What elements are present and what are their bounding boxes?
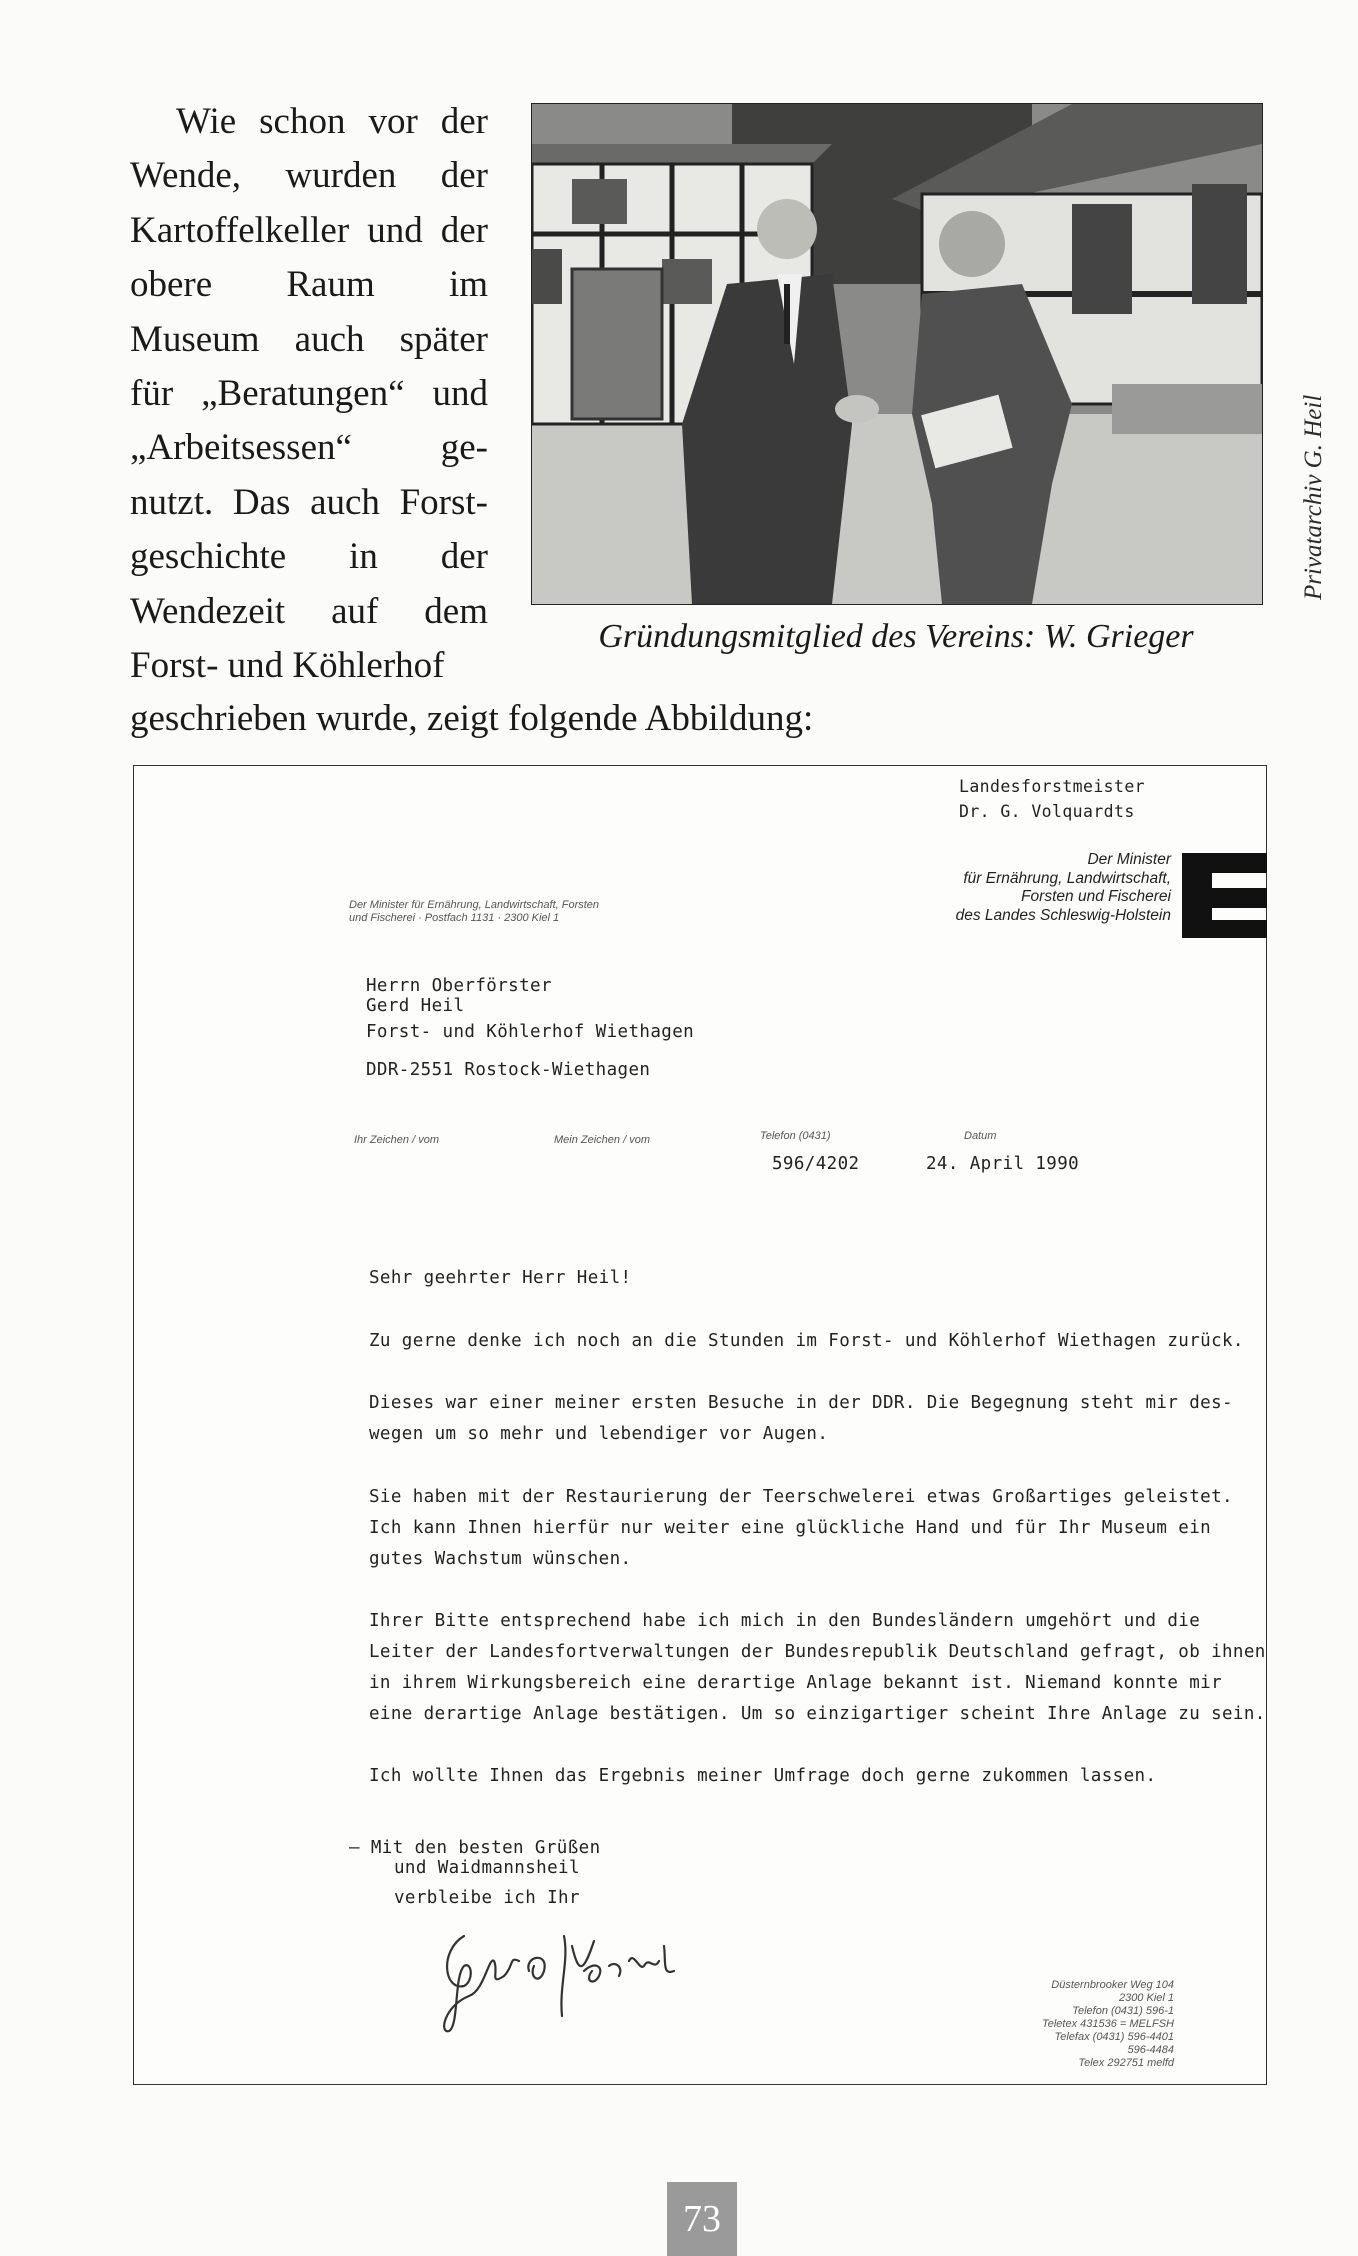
letter-closing [349,1838,601,1908]
ministry-logo [1182,848,1267,958]
intro-tail-line: geschrieben wurde, zeigt folgende Abbildung: [130,698,814,739]
photo-illustration [532,104,1262,604]
intro-line: Wendezeit auf dem [130,590,488,632]
intro-line: Wende, wurden der [130,155,488,197]
sender-return-address [349,899,599,925]
letter-paragraph [369,1388,1233,1450]
intro-line: der obere Raum im [130,209,488,306]
page-number: 73 [667,2182,737,2256]
ref-label-telefon: Telefon (0431) [760,1130,831,1142]
letter-paragraph [369,1606,1266,1730]
header-name-line: Landesforstmeister [959,777,1146,796]
paragraph-line: Dieses war einer meiner ersten Besuche in der DDR. Die Begegnung steht mir des- [369,1393,1233,1413]
intro-line: geschichte in der [130,536,488,578]
sender-line: Der Minister für Ernährung, Landwirtschaft, Forsten [349,899,600,911]
paragraph-line: wegen um so mehr und lebendiger vor Augen. [369,1424,829,1444]
ministry-line: Forsten und Fischerei [1021,888,1171,905]
footer-line: 596-4484 [1127,2044,1174,2056]
paragraph-line: Ich kann Ihnen hierfür nur weiter eine glückliche Hand und für Ihr Museum ein [369,1518,1212,1538]
footer-line: Telefon (0431) 596-1 [1072,2005,1174,2017]
footer-line: Telex 292751 melfd [1078,2057,1174,2069]
header-name-line: Dr. G. Volquardts [959,802,1135,821]
closing-line: – Mit den besten Grüßen [349,1838,601,1858]
intro-line: für „Beratungen“ und [130,373,488,415]
recipient-line: Gerd Heil [366,996,465,1016]
recipient-line: Forst- und Köhlerhof Wiethagen [366,1022,695,1042]
intro-line: Forst- und Köhlerhof [130,645,445,687]
footer-line: Düsternbrooker Weg 104 [1051,1979,1174,1991]
paragraph-line: Leiter der Landesfortverwaltungen der Bundesrepublik Deutschland gefragt, ob ihnen [369,1642,1266,1662]
footer-line: Teletex 431536 = MELFSH [1042,2018,1174,2030]
ref-label-ihr-zeichen: Ihr Zeichen / vom [354,1134,439,1146]
closing-line: und Waidmannsheil [394,1858,580,1878]
intro-paragraph [130,95,488,693]
handwritten-signature [434,1916,694,2036]
paragraph-line: Ihrer Bitte entsprechend habe ich mich in den Bundesländern umgehört und die [369,1611,1201,1631]
recipient-line: DDR-2551 Rostock-Wiethagen [366,1060,651,1080]
photo-credit: Privatarchiv G. Heil [1300,394,1327,600]
photo-caption: Gründungsmitglied des Vereins: W. Grieger [598,618,1194,655]
footer-line: 2300 Kiel 1 [1118,1992,1174,2004]
paragraph-line: in ihrem Wirkungsbereich eine derartige Anlage bekannt ist. Niemand konnte mir [369,1673,1222,1693]
letter-paragraph [369,1761,1156,1792]
datum-value: 24. April 1990 [926,1154,1080,1174]
intro-line: Wie schon vor der [176,101,488,142]
closing-text: Mit den besten Grüßen [370,1838,601,1858]
letter-paragraph [369,1482,1233,1575]
paragraph-line: gutes Wachstum wünschen. [369,1549,632,1569]
footer-address [1042,1979,1174,2070]
letter-document [133,765,1267,2085]
footer-line: Telefax (0431) 596-4401 [1054,2031,1174,2043]
ministry-letterhead [956,851,1171,925]
paragraph-line: Sie haben mit der Restaurierung der Teerschwelerei etwas Großartiges geleistet. [369,1487,1233,1507]
handshake-photo [531,103,1263,605]
ref-label-mein-zeichen: Mein Zeichen / vom [554,1134,650,1146]
intro-line: Museum auch später [130,318,488,360]
recipient-address [366,976,694,1080]
sender-line: und Fischerei · Postfach 1131 · 2300 Kiel 1 [349,912,560,924]
ministry-line: für Ernährung, Landwirtschaft, [963,869,1171,887]
recipient-spacer [366,1042,694,1060]
ministry-line: des Landes Schleswig-Holstein [955,906,1171,924]
paragraph-line: eine derartige Anlage bestätigen. Um so einzigartiger scheint Ihre Anlage zu sein. [369,1704,1266,1724]
telefon-value: 596/4202 [772,1154,860,1174]
closing-line: verbleibe ich Ihr [394,1888,580,1908]
ref-label-datum: Datum [964,1130,997,1142]
salutation: Sehr geehrter Herr Heil! [369,1268,632,1288]
paragraph-line: Ich wollte Ihnen das Ergebnis meiner Umfrage doch gerne zukommen lassen. [369,1766,1157,1786]
intro-line: nutzt. Das auch Forst- [130,481,488,523]
intro-line: „Arbeitsessen“ ge- [130,427,488,469]
letter-header-name [959,774,1145,824]
paragraph-line: Zu gerne denke ich noch an die Stunden im Forst- und Köhlerhof Wiethagen zurück. [369,1331,1244,1351]
recipient-line: Herrn Oberförster [366,976,552,996]
letter-paragraph [369,1326,1244,1357]
intro-line: Kartoffelkeller und [130,209,423,251]
ministry-line: Der Minister [1087,851,1171,868]
